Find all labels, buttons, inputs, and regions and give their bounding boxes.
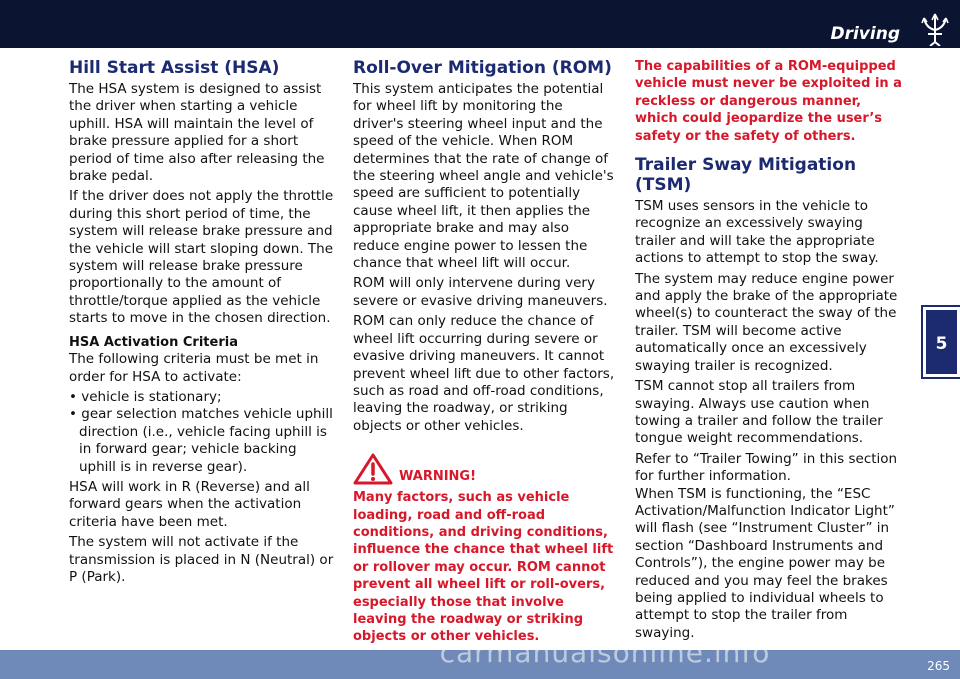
section-title: Driving: [830, 24, 900, 44]
hsa-paragraph-4: The system will not activate if the transmission is placed in N (Neutral) or P (Park).: [69, 534, 334, 586]
chapter-tab[interactable]: [923, 307, 960, 377]
hsa-criteria-intro: The following criteria must be met in order for HSA to activate:: [69, 351, 319, 385]
hsa-title: Hill Start Assist (HSA): [69, 58, 280, 78]
rom-title: Roll-Over Mitigation (ROM): [353, 58, 612, 78]
tsm-paragraph-5: When TSM is functioning, the “ESC Activation/Malfunction Indicator Light” will flash (see “Instrument Cluster” in section “Dashboard Instruments and Controls”), the engine power may be reduced and you may feel the brakes being applied to individual wheels to attempt to stop the trailer from swaying.: [635, 485, 895, 641]
hsa-paragraph-1: The HSA system is designed to assist the driver when starting a vehicle uphill. HSA will maintain the level of brake pressure applied for a short period of time also after releasing the brake pedal.: [69, 81, 325, 185]
rom-paragraph-1: This system anticipates the potential for wheel lift by monitoring the driver's steering wheel input and the speed of the vehicle. When ROM determines that the rate of change of the steering wheel angle and vehicle's speed are sufficient to potentially cause wheel lift, it then applies the appropriate brake and may also reduce engine power to lessen the chance that wheel lift will occur.: [353, 81, 614, 272]
list-item: • vehicle is stationary;: [69, 389, 334, 406]
tsm-title: Trailer Sway Mitigation (TSM): [635, 155, 857, 196]
warning-text: Many factors, such as vehicle loading, road and off-road conditions, and driving conditions, influence the chance that wheel lift or rollover may occur. ROM cannot prevent all wheel lift or roll-overs, especially those that involve leaving the roadway or striking objects or other vehicles.: [353, 490, 614, 645]
tsm-paragraph-1: TSM uses sensors in the vehicle to recognize an excessively swaying trailer and will take the appropriate actions to attempt to stop the sway.: [635, 198, 879, 267]
tsm-paragraph-4: Refer to “Trailer Towing” in this section for further information.: [635, 450, 898, 485]
column-tsm: [635, 58, 905, 645]
tsm-paragraph-2: The system may reduce engine power and apply the brake of the appropriate wheel(s) to counteract the sway of the trailer. TSM will become active automatically once an excessively swaying trailer is recognized.: [635, 270, 898, 374]
chapter-number: 5: [935, 334, 948, 354]
hsa-paragraph-3: HSA will work in R (Reverse) and all forward gears when the activation criteria have been met.: [69, 479, 310, 530]
rom-paragraph-3: ROM can only reduce the chance of wheel lift occurring during severe or evasive driving maneuvers. It cannot prevent wheel lift due to other factors, such as road and off-road conditions, leaving the roadway, or striking objects or other vehicles.: [353, 313, 615, 434]
watermark: carmanualsonline.info: [439, 636, 771, 669]
hsa-criteria-list: [69, 389, 334, 476]
warning-icon: [353, 453, 393, 485]
hsa-paragraph-2: If the driver does not apply the throttle during this short period of time, the system will release brake pressure and the vehicle will start sloping down. The system will release brake pressure proportionally to the amount of throttle/torque applied as the vehicle starts to move in the chosen direction.: [69, 188, 334, 327]
warning-text-continued: The capabilities of a ROM-equipped vehicle must never be exploited in a reckless or dangerous manner, which could jeopardize the user’s safety or the safety of others.: [635, 59, 902, 144]
tsm-paragraph-3: TSM cannot stop all trailers from swaying. Always use caution when towing a trailer and follow the trailer tongue weight recommendations.: [635, 378, 883, 447]
list-item: • gear selection matches vehicle uphill direction (i.e., vehicle facing uphill is in forward gear; vehicle backing uphill is in reverse gear).: [69, 406, 334, 476]
header-bar: [0, 0, 960, 48]
column-hsa: [69, 58, 334, 589]
warning-label: WARNING!: [399, 469, 477, 485]
hsa-criteria-title: HSA Activation Criteria: [69, 334, 238, 350]
warning-header: [353, 453, 615, 485]
rom-paragraph-2: ROM will only intervene during very severe or evasive driving maneuvers.: [353, 275, 608, 309]
column-rom: [353, 58, 615, 646]
page-number: 265: [927, 659, 950, 673]
trident-icon: [920, 12, 950, 46]
